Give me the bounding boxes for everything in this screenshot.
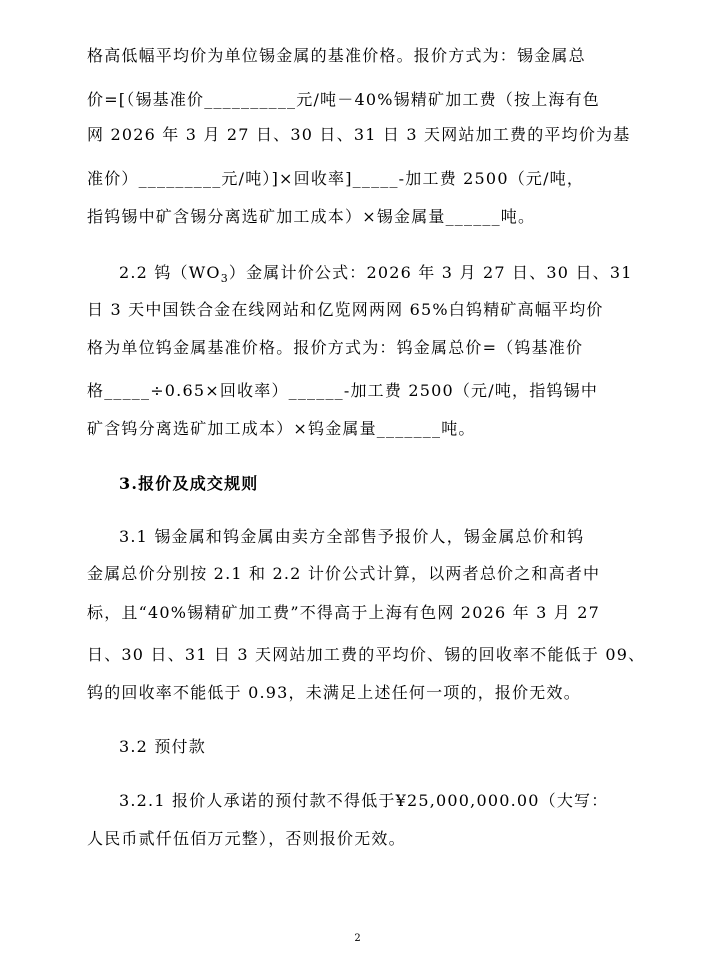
p2-line-4: 格_____÷0.65×回收率）______-加工费 2500（元/吨，指钨锡中 xyxy=(87,381,599,400)
p1-line-5: 指钨锡中矿含锡分离选矿加工成本）×锡金属量______吨。 xyxy=(87,207,536,226)
p2-line-1: 2.2 钨$(WO_3)$金属计价公式：2026 年 3 月 27 日、30 日、31 xyxy=(119,263,633,286)
p2-line-2: 日 3 天中国铁合金在线网站和亿览网两网 65%白钨精矿高幅平均价 xyxy=(87,300,604,319)
p1-line-3: 网 2026 年 3 月 27 日、30 日、31 日 3 天网站加工费的平均价为基 xyxy=(87,125,631,144)
p1-line-1: 格高低幅平均价为单位锡金属的基准价格。报价方式为：锡金属总 xyxy=(87,46,586,65)
section-heading-3-2: 3.2 预付款 xyxy=(119,737,206,756)
page-number: 2 xyxy=(354,933,361,944)
section-heading-3: 3.报价及成交规则 xyxy=(119,474,259,493)
p2-line-3: 格为单位钨金属基准价格。报价方式为：钨金属总价=（钨基准价 xyxy=(87,338,584,357)
p1-line-4: 准价）_________元/吨）]×回收率]_____-加工费 2500（元/吨， xyxy=(87,169,585,188)
p2-line-5: 矿含钨分离选矿加工成本）×钨金属量_______吨。 xyxy=(87,419,476,438)
p3-line-2: 金属总价分别按 2.1 和 2.2 计价公式计算，以两者总价之和高者中 xyxy=(87,564,601,583)
p4-line-2: 人民币贰仟伍佰万元整），否则报价无效。 xyxy=(87,829,406,848)
p4-line-1: 3.2.1 报价人承诺的预付款不得低于¥25,000,000.00（大写： xyxy=(119,791,609,810)
p3-line-4: 日、30 日、31 日 3 天网站加工费的平均价、锡的回收率不能低于 09、 xyxy=(87,645,646,664)
p1-line-2: 价=[（锡基准价__________元/吨－40%锡精矿加工费（按上海有色 xyxy=(87,90,601,109)
p3-line-3: 标，且“40%锡精矿加工费”不得高于上海有色网 2026 年 3 月 27 xyxy=(87,603,601,622)
p3-line-1: 3.1 锡金属和钨金属由卖方全部售予报价人，锡金属总价和钨 xyxy=(119,527,585,546)
p3-line-5: 钨的回收率不能低于 0.93，未满足上述任何一项的，报价无效。 xyxy=(87,683,581,702)
